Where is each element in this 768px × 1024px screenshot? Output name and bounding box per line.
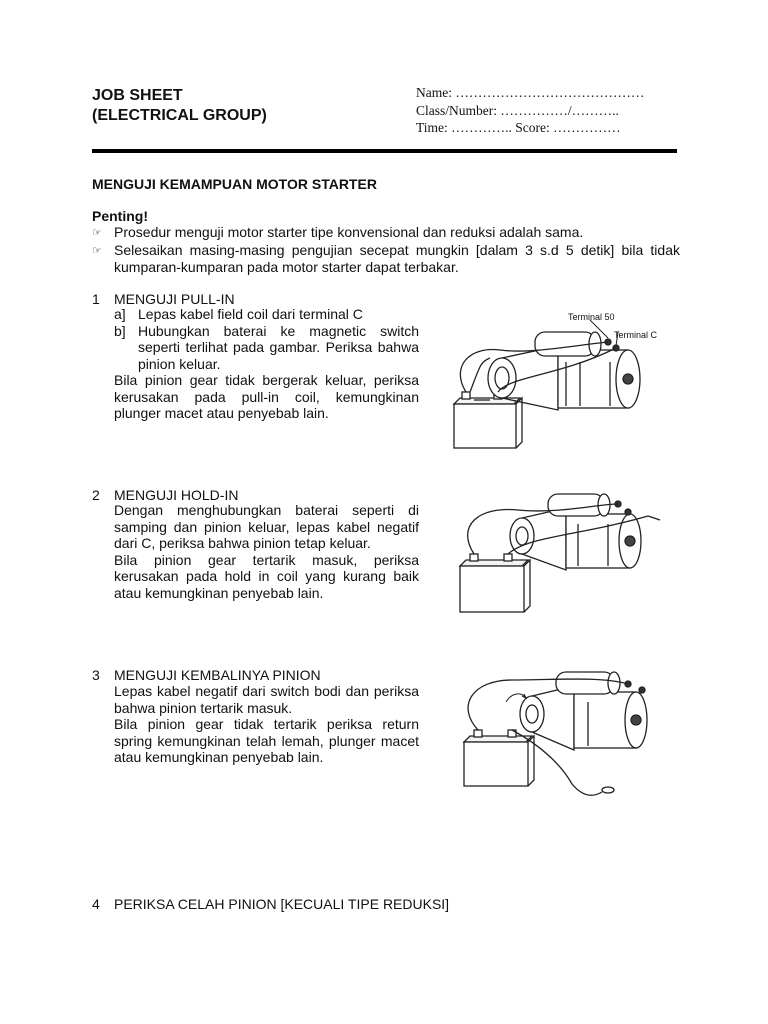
section-4-number: 4	[92, 896, 100, 912]
pinion-return-test-illustration	[452, 666, 674, 812]
step-text: Lepas kabel field coil dari terminal C	[138, 306, 363, 322]
step-b	[114, 323, 419, 373]
step-label: a]	[114, 306, 126, 322]
list-item-text: Prosedur menguji motor starter tipe konvensional dan reduksi adalah sama.	[114, 224, 584, 240]
section-3-title: MENGUJI KEMBALINYA PINION	[114, 667, 321, 683]
battery-drawing	[464, 730, 534, 786]
class-number-field: Class/Number: ……………/………..	[416, 102, 619, 118]
section-2-title: MENGUJI HOLD-IN	[114, 487, 239, 503]
section-1-number: 1	[92, 291, 100, 307]
important-label: Penting!	[92, 208, 148, 224]
pointing-hand-icon: ☞	[92, 227, 102, 239]
list-item-text: Selesaikan masing-masing pengujian secepat mungkin [dalam 3 s.d 5 detik] bila tidak kumparan-kumparan pada motor starter dapat terbakar.	[114, 242, 680, 275]
list-item	[92, 224, 680, 242]
section-1-note: Bila pinion gear tidak bergerak keluar, periksa kerusakan pada pull-in coil, kemungkinan plunger macet atau penyebab lain.	[114, 372, 419, 421]
section-4-title: PERIKSA CELAH PINION [KECUALI TIPE REDUKSI]	[114, 896, 450, 912]
title-line-2: (ELECTRICAL GROUP)	[92, 107, 267, 124]
step-label: b]	[114, 322, 126, 339]
terminal-50-label: Terminal 50	[568, 312, 615, 322]
hold-in-test-illustration	[448, 486, 670, 628]
name-field: Name: ……………………………………	[416, 85, 645, 100]
job-sheet-title	[92, 86, 267, 126]
section-3-paragraph-1: Lepas kabel negatif dari switch bodi dan periksa bahwa pinion tertarik masuk.	[114, 683, 419, 716]
section-3-paragraph-2: Bila pinion gear tidak tertarik periksa return spring kemungkinan telah lemah, plunger macet atau kemungkinan penyebab lain.	[114, 716, 419, 765]
section-3-number: 3	[92, 667, 100, 683]
section-2-number: 2	[92, 487, 100, 503]
section-2-body	[114, 502, 419, 601]
important-list	[92, 224, 680, 276]
section-2-paragraph-1: Dengan menghubungkan baterai seperti di samping dan pinion keluar, lepas kabel negatif dari C, periksa bahwa pinion tetap keluar.	[114, 502, 419, 551]
terminal-c-label: Terminal C	[614, 330, 658, 340]
pull-in-test-illustration	[440, 306, 680, 458]
list-item	[92, 242, 680, 276]
title-line-1: JOB SHEET	[92, 87, 183, 104]
time-score-field: Time: ………….. Score: ……………	[416, 120, 621, 135]
section-2-paragraph-2: Bila pinion gear tertarik masuk, periksa kerusakan pada hold in coil yang kurang baik atau kemungkinan penyebab lain.	[114, 551, 419, 601]
section-1-body	[114, 306, 419, 422]
page-heading: MENGUJI KEMAMPUAN MOTOR STARTER	[92, 176, 377, 192]
battery-drawing	[460, 554, 530, 612]
pointing-hand-icon: ☞	[92, 245, 102, 257]
student-info-form	[416, 84, 644, 137]
step-text: Hubungkan baterai ke magnetic switch seperti terlihat pada gambar. Periksa bahwa pinion keluar.	[138, 322, 419, 372]
header-divider	[92, 149, 677, 153]
step-a	[114, 306, 419, 323]
section-1-title: MENGUJI PULL-IN	[114, 291, 235, 307]
section-3-body	[114, 683, 419, 766]
